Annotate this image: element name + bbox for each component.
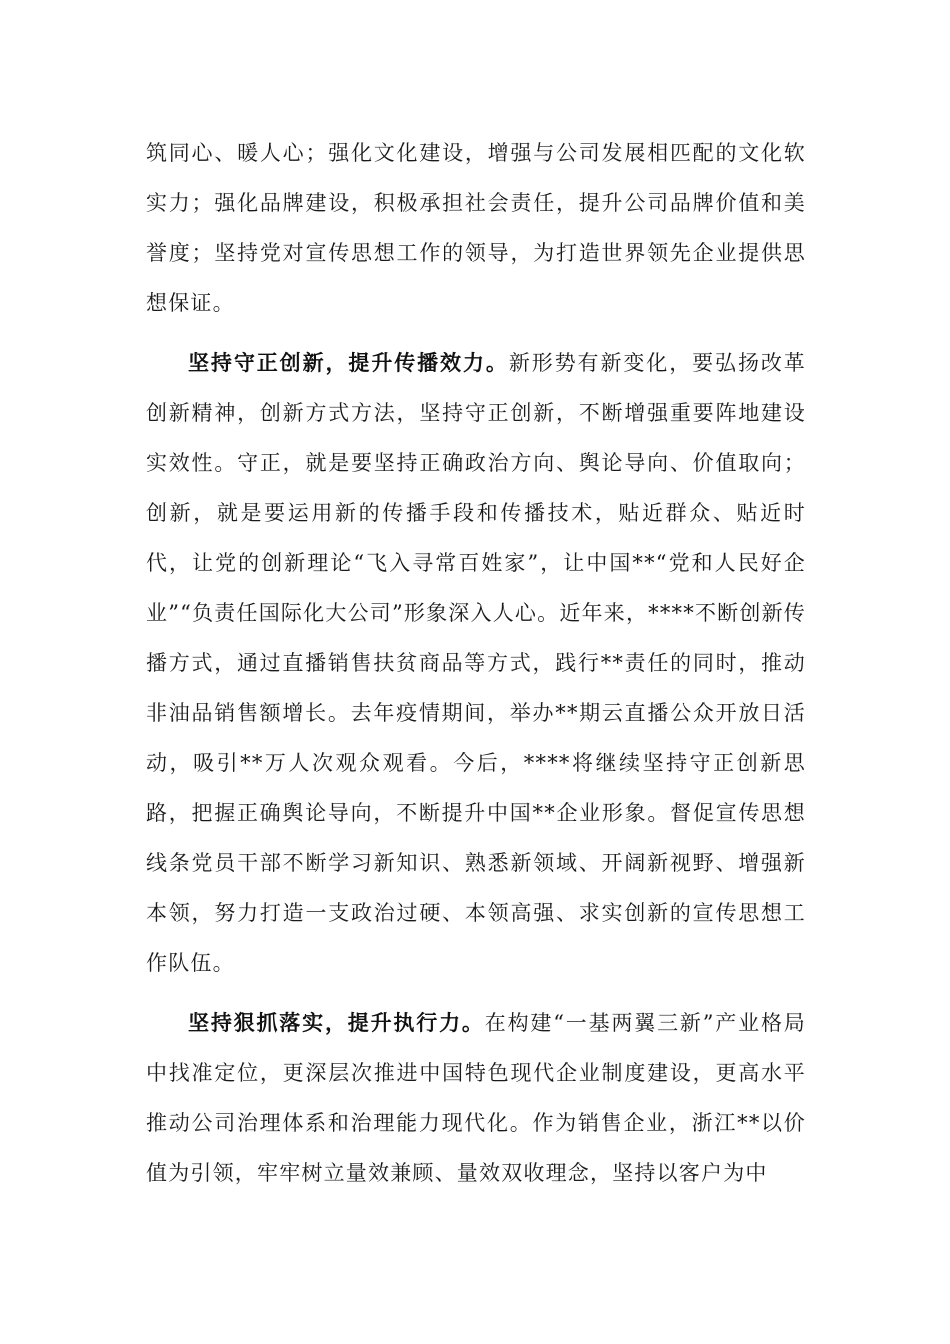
paragraph-text: 筑同心、暖人心；强化文化建设，增强与公司发展相匹配的文化软实力；强化品牌建设，积极承担社会责任，提升公司品牌价值和美誉度；坚持党对宣传思想工作的领导，为打造世界领先企业提供思想保证。 [146, 141, 806, 315]
document-body [146, 128, 806, 1198]
paragraph-implementation [146, 998, 806, 1198]
paragraph-text: 在构建“一基两翼三新”产业格局中找准定位，更深层次推进中国特色现代企业制度建设，更高水平推动公司治理体系和治理能力现代化。作为销售企业，浙江**以价值为引领，牢牢树立量效兼顾、量效双收理念，坚持以客户为中 [146, 1011, 806, 1185]
paragraph-continuation [146, 128, 806, 328]
paragraph-heading: 坚持狠抓落实，提升执行力。 [188, 1010, 485, 1035]
paragraph-heading: 坚持守正创新，提升传播效力。 [188, 350, 509, 375]
paragraph-innovation [146, 338, 806, 988]
paragraph-text: 新形势有新变化，要弘扬改革创新精神，创新方式方法，坚持守正创新，不断增强重要阵地建设实效性。守正，就是要坚持正确政治方向、舆论导向、价值取向；创新，就是要运用新的传播手段和传播技术，贴近群众、贴近时代，让党的创新理论“飞入寻常百姓家”，让中国**“党和人民好企业”“负责任国际化大公司”形象深入人心。近年来，****不断创新传播方式，通过直播销售扶贫商品等方式，践行**责任的同时，推动非油品销售额增长。去年疫情期间，举办**期云直播公众开放日活动，吸引**万人次观众观看。今后，****将继续坚持守正创新思路，把握正确舆论导向，不断提升中国**企业形象。督促宣传思想线条党员干部不断学习新知识、熟悉新领域、开阔新视野、增强新本领，努力打造一支政治过硬、本领高强、求实创新的宣传思想工作队伍。 [146, 351, 806, 975]
